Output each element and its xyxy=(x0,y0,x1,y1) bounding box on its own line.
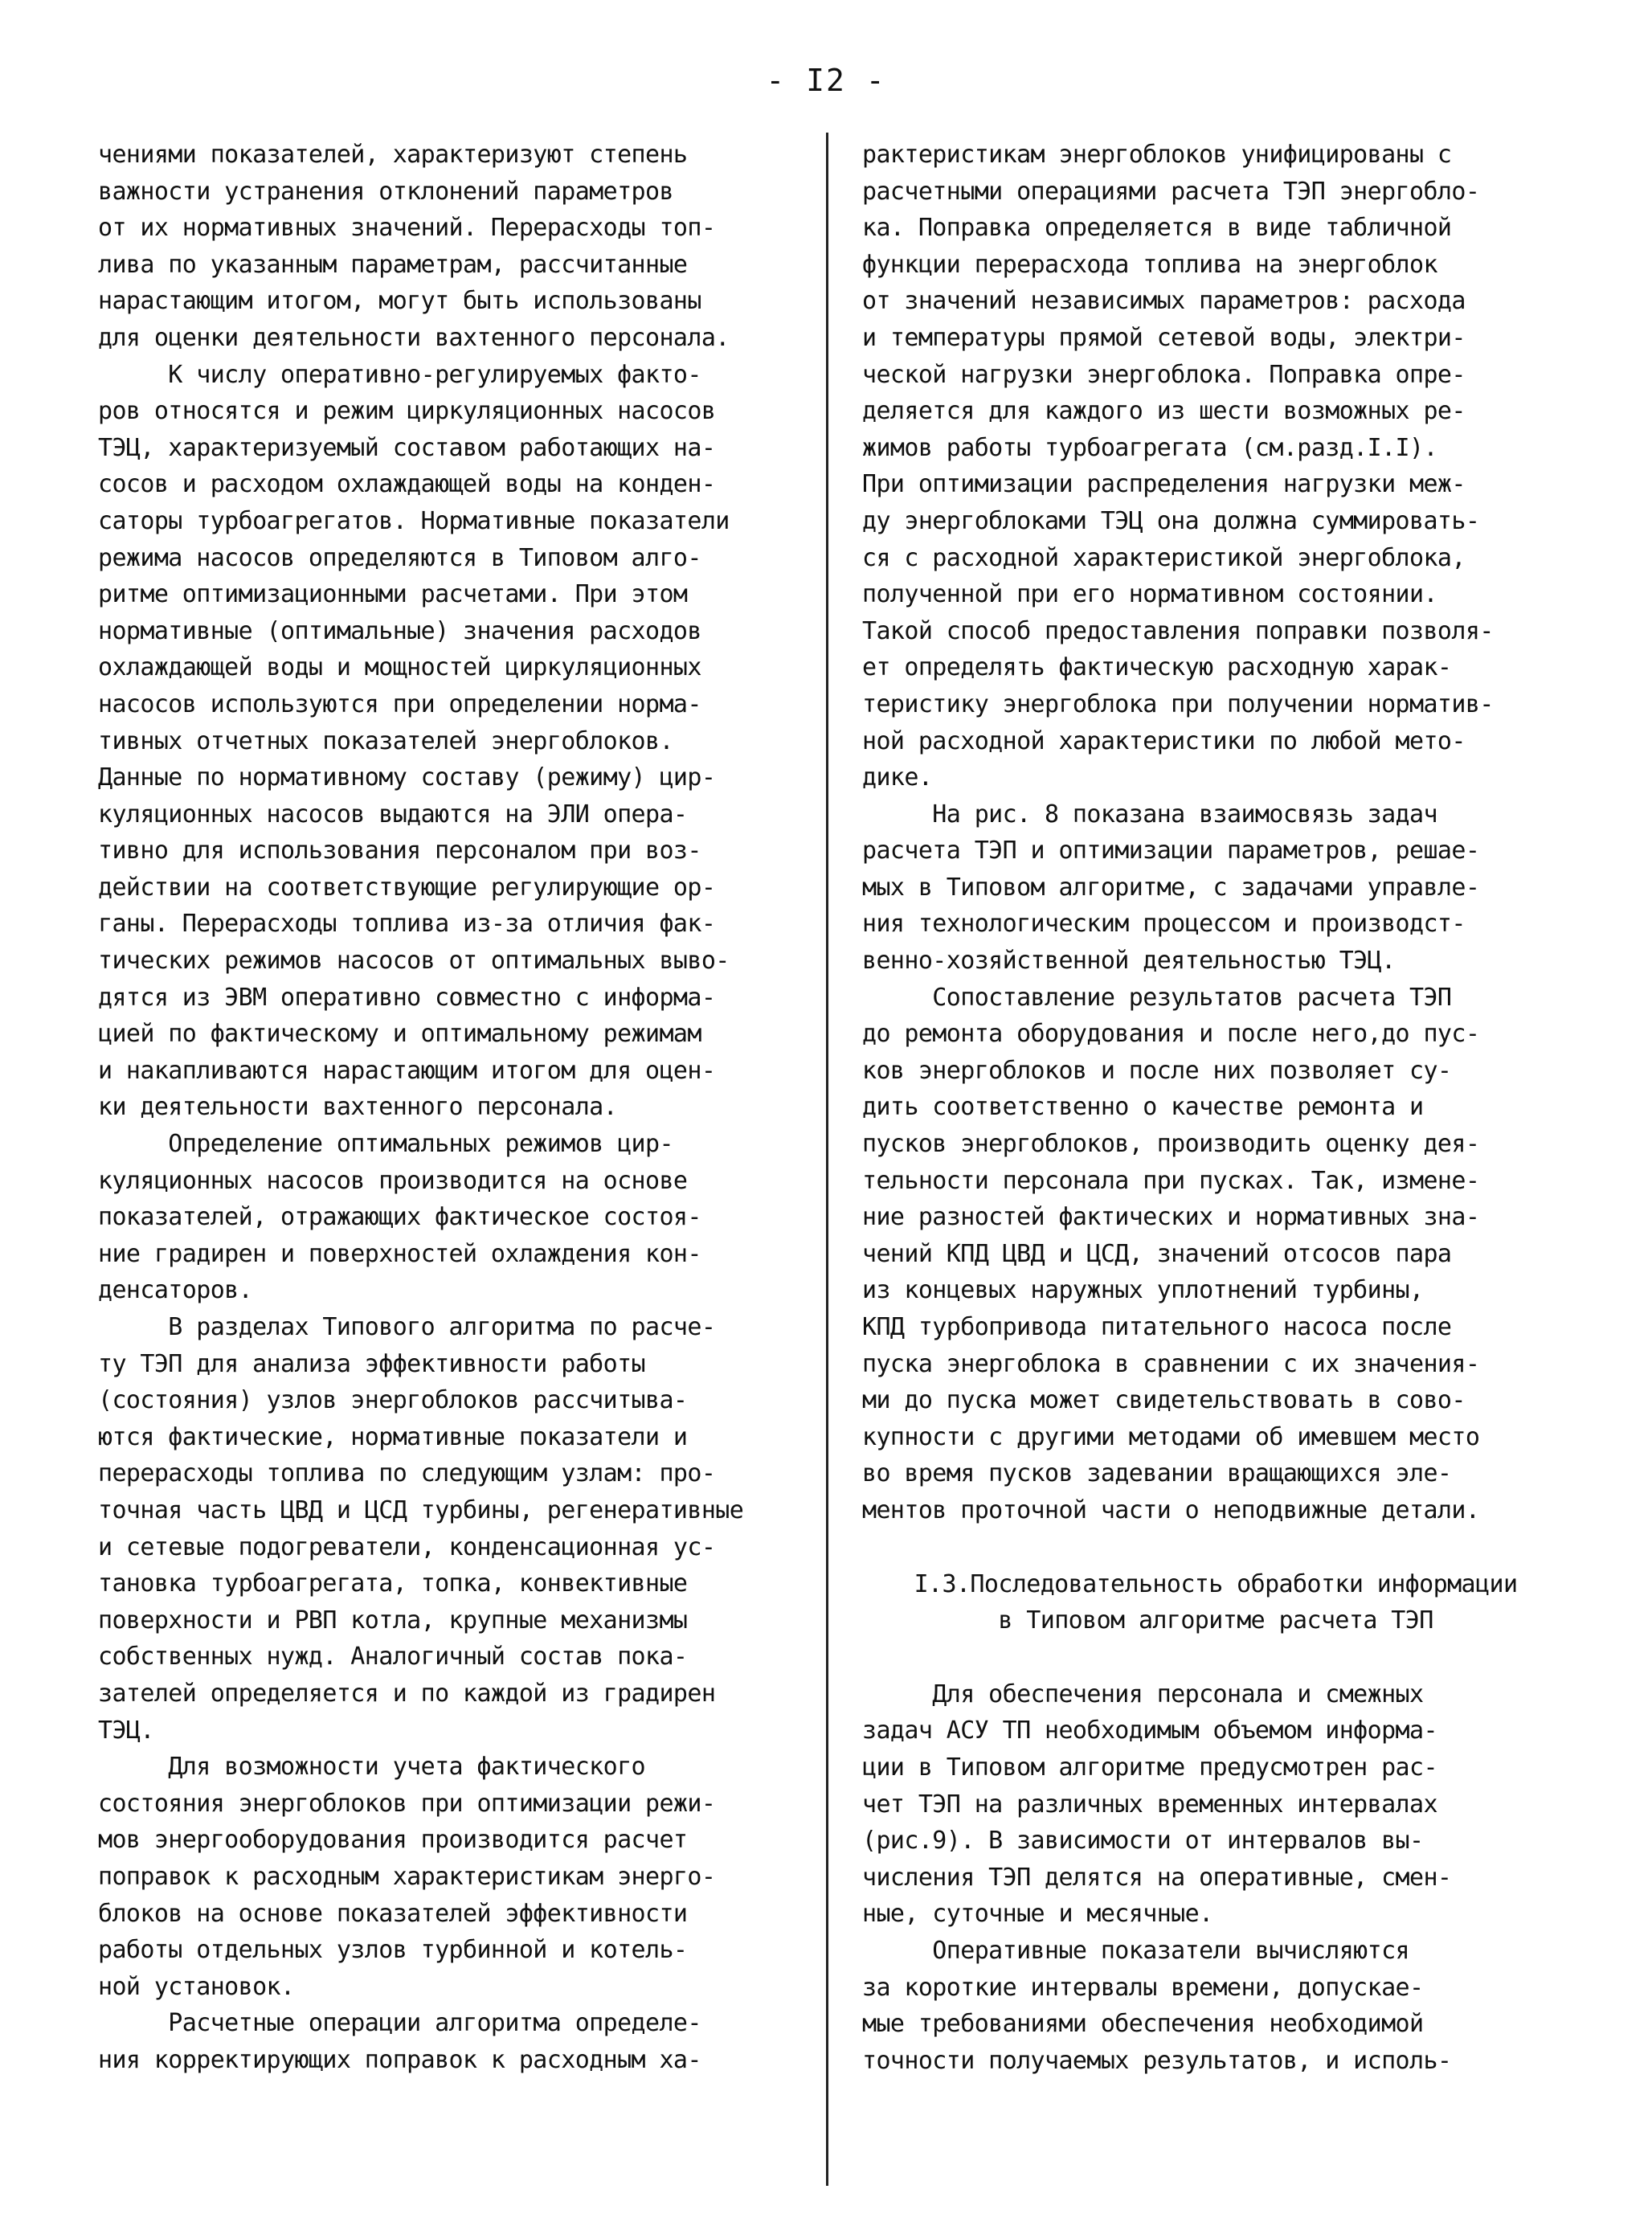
left-paragraph-1: чениями показателей, характеризуют степень важности устранения отклонений параметров от их нормативных значений. Перерасходы топ- лива по указанным параметрам, рассчитанные нарастающим итогом, могут быть использованы для оценки деятельности вахтенного персонала. xyxy=(98,141,730,352)
left-paragraph-4: В разделах Типового алгоритма по расче- ту ТЭП для анализа эффективности работы (состояния) узлов энергоблоков рассчитыва- ются фактические, нормативные показатели и перерасходы топлива по следующим узлам: про- точная часть ЦВД и ЦСД турбины, регенеративные и сетевые подогреватели, конденсационная ус- тановка турбоагрегата, топка, конвективные поверхности и РВП котла, крупные механизмы собственных нужд. Аналогичный состав пока- зателей определяется и по каждой из градирен ТЭЦ. xyxy=(98,1313,744,1745)
right-paragraph-2: На рис. 8 показана взаимосвязь задач расчета ТЭП и оптимизации параметров, решае- мых в Типовом алгоритме, с задачами управле- ния технологическим процессом и производст- венно-хозяйственной деятельностью ТЭЦ. xyxy=(862,800,1480,976)
right-paragraph-3: Сопоставление результатов расчета ТЭП до ремонта оборудования и после него,до пус- ков энергоблоков и после них позволяет су- дить соответственно о качестве ремонта и пусков энергоблоков, производить оценку дея- тельности персонала при пусках. Так, измене- ние разностей фактических и нормативных зна- чений КПД ЦВД и ЦСД, значений отсосов пара из концевых наружных уплотнений турбины, КПД турбопривода питательного насоса после пуска энергоблока в сравнении с их значения- ми до пуска может свидетельствовать в сово- купности с другими методами об имевшем место во время пусков задевании вращающихся эле- ментов проточной части о неподвижные детали. xyxy=(862,983,1480,1524)
left-paragraph-6: Расчетные операции алгоритма определе- ния корректирующих поправок к расходным ха- xyxy=(98,2009,701,2074)
left-column xyxy=(98,137,805,2078)
column-divider xyxy=(826,133,828,2186)
section-spacer-top xyxy=(862,1529,1569,1566)
left-paragraph-3: Определение оптимальных режимов цир- куляционных насосов производится на основе показателей, отражающих фактическое состоя- ние градирен и поверхностей охлаждения кон- денсаторов. xyxy=(98,1130,701,1305)
right-paragraph-1: рактеристикам энергоблоков унифицированы с расчетными операциями расчета ТЭП энергобло- ка. Поправка определяется в виде табличной функции перерасхода топлива на энергоблок от значений независимых параметров: расхода и температуры прямой сетевой воды, электри- ческой нагрузки энергоблока. Поправка опре- деляется для каждого из шести возможных ре- жимов работы турбоагрегата (см.разд.I.I). При оптимизации распределения нагрузки меж- ду энергоблоками ТЭЦ она должна суммировать- ся с расходной характеристикой энергоблока, полученной при его нормативном состоянии. Такой способ предоставления поправки позволя- ет определять фактическую расходную харак- теристику энергоблока при получении норматив- ной расходной характеристики по любой мето- дике. xyxy=(862,141,1494,792)
right-paragraph-5: Оперативные показатели вычисляются за короткие интервалы времени, допускае- мые требованиями обеспечения необходимой точности получаемых результатов, и исполь- xyxy=(862,1936,1452,2075)
left-paragraph-2: К числу оперативно-регулируемых факто- ров относятся и режим циркуляционных насосов ТЭЦ, характеризуемый составом работающих на- сосов и расходом охлаждающей воды на конден- саторы турбоагрегатов. Нормативные показатели режима насосов определяются в Типовом алго- ритме оптимизационными расчетами. При этом нормативные (оптимальные) значения расходов охлаждающей воды и мощностей циркуляционных насосов используются при определении норма- тивных отчетных показателей энергоблоков. Данные по нормативному составу (режиму) цир- куляционных насосов выдаются на ЭЛИ опера- тивно для использования персоналом при воз- действии на соответствующие регулирующие ор- ганы. Перерасходы топлива из-за отличия фак- тических режимов насосов от оптимальных выво- дятся из ЭВМ оперативно совместно с информа- цией по фактическому и оптимальному режимам и накапливаются нарастающим итогом для оцен- ки деятельности вахтенного персонала. xyxy=(98,360,730,1122)
right-paragraph-4: Для обеспечения персонала и смежных задач АСУ ТП необходимым объемом информа- ции в Типовом алгоритме предусмотрен рас- чет ТЭП на различных временных интервалах (рис.9). В зависимости от интервалов вы- числения ТЭП делятся на оперативные, смен- ные, суточные и месячные. xyxy=(862,1680,1452,1929)
section-spacer-bottom xyxy=(862,1639,1569,1676)
page-number: - I2 - xyxy=(766,63,886,98)
left-paragraph-5: Для возможности учета фактического состояния энергоблоков при оптимизации режи- мов энергооборудования производится расчет поправок к расходным характеристикам энерго- блоков на основе показателей эффективности работы отдельных узлов турбинной и котель- ной установок. xyxy=(98,1753,716,2001)
right-column xyxy=(862,137,1569,2079)
section-heading: I.3.Последовательность обработки информации в Типовом алгоритме расчета ТЭП xyxy=(914,1569,1518,1635)
